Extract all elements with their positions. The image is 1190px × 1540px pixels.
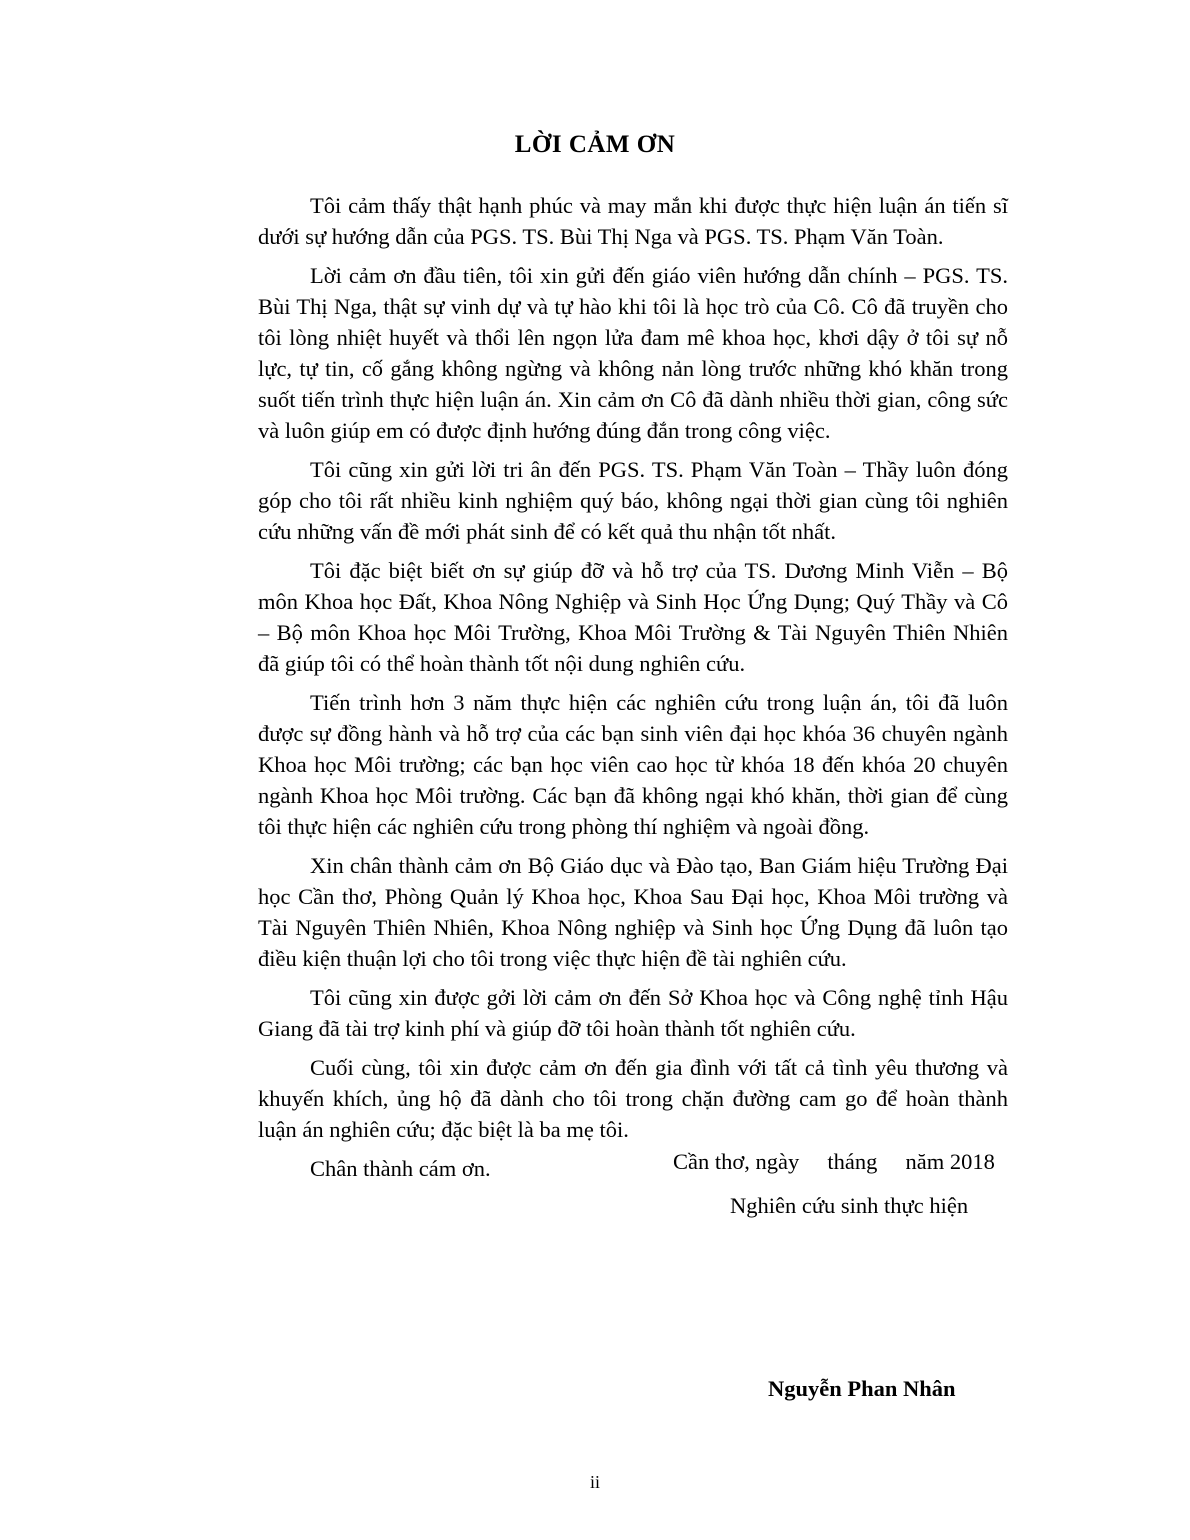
paragraph: Tôi đặc biệt biết ơn sự giúp đỡ và hỗ trợ của TS. Dương Minh Viễn – Bộ môn Khoa học Đất, Khoa Nông Nghiệp và Sinh Học Ứng Dụng; Quý Thầy và Cô – Bộ môn Khoa học Môi Trường, Khoa Môi Trường & Tài Nguyên Thiên Nhiên đã giúp tôi có thể hoàn thành tốt nội dung nghiên cứu.	[258, 558, 1008, 676]
date-line: Cần thơ, ngày tháng năm 2018	[673, 1149, 995, 1174]
paragraph: Tôi cũng xin gửi lời tri ân đến PGS. TS. Phạm Văn Toàn – Thầy luôn đóng góp cho tôi rất nhiều kinh nghiệm quý báo, không ngại thời gian cùng tôi nghiên cứu những vấn đề mới phát sinh để có kết quả thu nhận tốt nhất.	[258, 457, 1008, 544]
paragraph: Cuối cùng, tôi xin được cảm ơn đến gia đình với tất cả tình yêu thương và khuyến khích, ủng hộ đã dành cho tôi trong chặn đường cam go để hoàn thành luận án nghiên cứu; đặc biệt là ba mẹ tôi.	[258, 1055, 1008, 1142]
closing-line: Chân thành cám ơn.	[310, 1156, 491, 1181]
signer-name: Nguyễn Phan Nhân	[768, 1376, 956, 1401]
paragraph: Xin chân thành cảm ơn Bộ Giáo dục và Đào tạo, Ban Giám hiệu Trường Đại học Cần thơ, Phòng Quản lý Khoa học, Khoa Sau Đại học, Khoa Môi trường và Tài Nguyên Thiên Nhiên, Khoa Nông nghiệp và Sinh học Ứng Dụng đã luôn tạo điều kiện thuận lợi cho tôi trong việc thực hiện đề tài nghiên cứu.	[258, 853, 1008, 971]
acknowledgement-body	[258, 190, 1008, 1184]
paragraph: Tiến trình hơn 3 năm thực hiện các nghiên cứu trong luận án, tôi đã luôn được sự đồng hành và hỗ trợ của các bạn sinh viên đại học khóa 36 chuyên ngành Khoa học Môi trường; các bạn học viên cao học từ khóa 18 đến khóa 20 chuyên ngành Khoa học Môi trường. Các bạn đã không ngại khó khăn, thời gian để cùng tôi thực hiện các nghiên cứu trong phòng thí nghiệm và ngoài đồng.	[258, 690, 1008, 839]
paragraph: Lời cảm ơn đầu tiên, tôi xin gửi đến giáo viên hướng dẫn chính – PGS. TS. Bùi Thị Nga, thật sự vinh dự và tự hào khi tôi là học trò của Cô. Cô đã truyền cho tôi lòng nhiệt huyết và thổi lên ngọn lửa đam mê khoa học, khơi dậy ở tôi sự nỗ lực, tự tin, cố gắng không ngừng và không nản lòng trước những khó khăn trong suốt tiến trình thực hiện luận án. Xin cảm ơn Cô đã dành nhiều thời gian, công sức và luôn giúp em có được định hướng đúng đắn trong công việc.	[258, 263, 1008, 443]
signer-role: Nghiên cứu sinh thực hiện	[730, 1193, 969, 1218]
page-number: ii	[589, 1472, 600, 1492]
paragraph: Tôi cảm thấy thật hạnh phúc và may mắn khi được thực hiện luận án tiến sĩ dưới sự hướng dẫn của PGS. TS. Bùi Thị Nga và PGS. TS. Phạm Văn Toàn.	[258, 193, 1008, 249]
page-title: LỜI CẢM ƠN	[514, 131, 676, 158]
paragraph: Tôi cũng xin được gởi lời cảm ơn đến Sở Khoa học và Công nghệ tỉnh Hậu Giang đã tài trợ kinh phí và giúp đỡ tôi hoàn thành tốt nghiên cứu.	[258, 985, 1008, 1041]
